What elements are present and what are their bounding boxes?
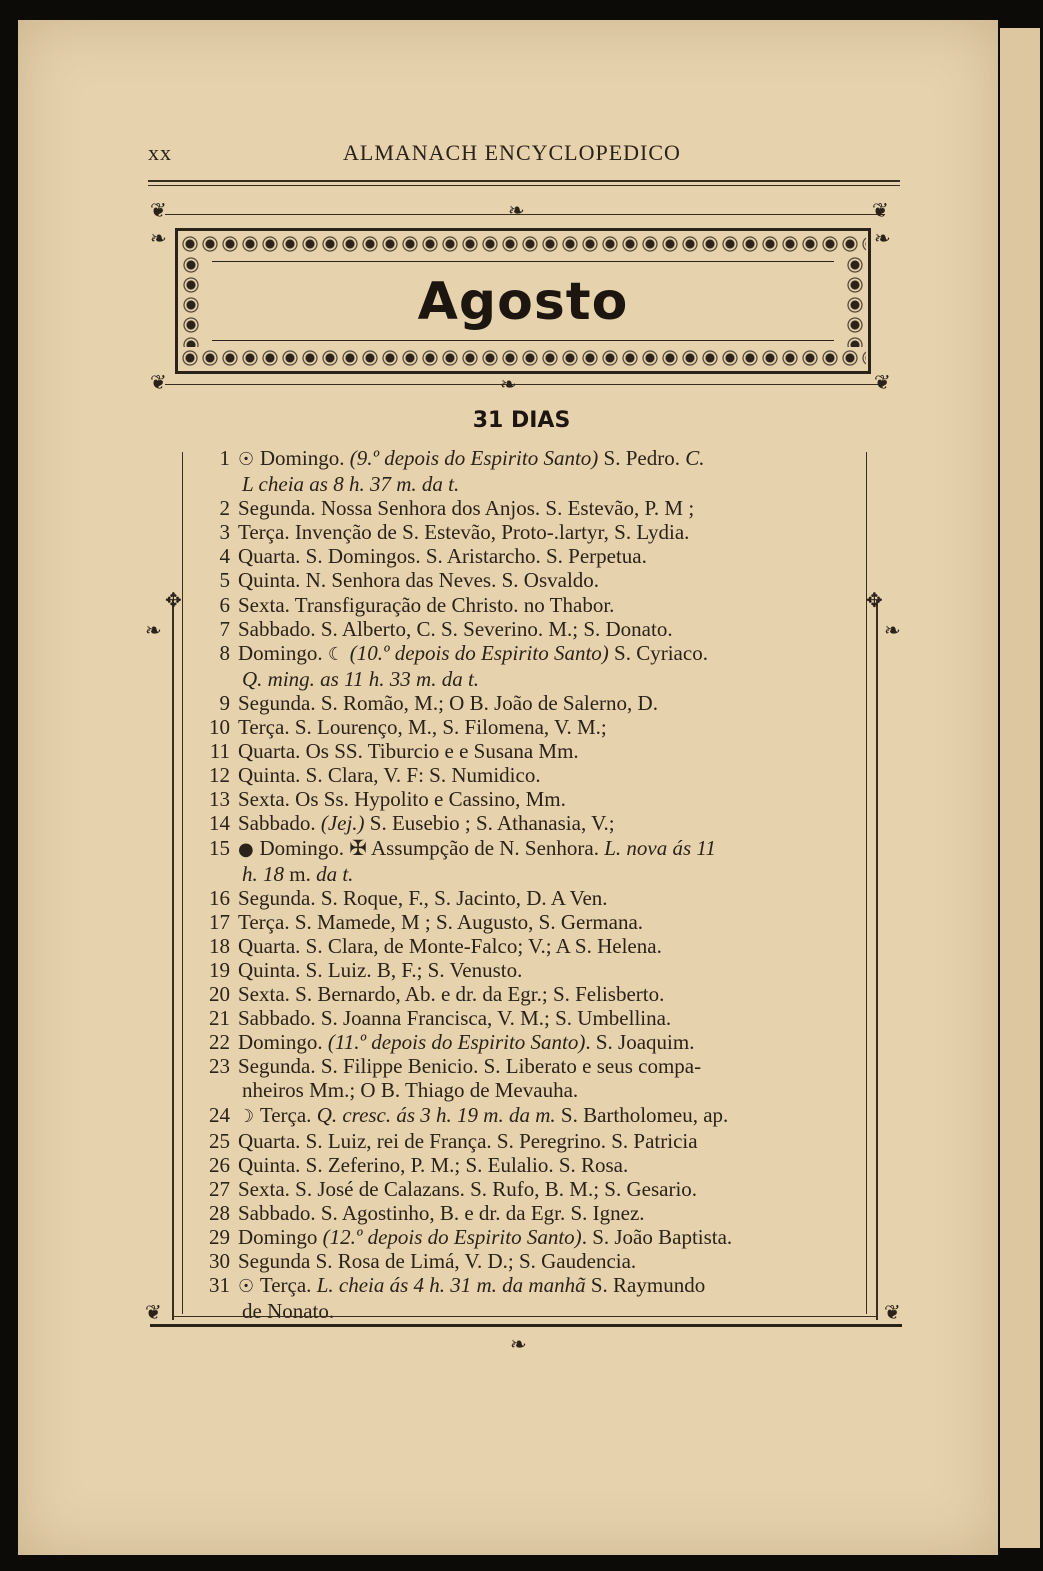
text-segment: Quinta. S. Clara, V. F: S. Numidico. <box>238 763 541 788</box>
bead-border-bottom <box>180 349 866 367</box>
day-number: 25 <box>209 1128 230 1153</box>
day-text <box>238 739 860 763</box>
side-right-fleuron: ✥ <box>866 590 883 612</box>
day-entry <box>190 1030 860 1054</box>
day-entry <box>190 568 860 592</box>
day-entry-continuation <box>190 667 860 691</box>
day-number: 15 <box>209 835 230 860</box>
day-number: 8 <box>219 640 230 665</box>
day-entry <box>190 787 860 811</box>
day-number: 12 <box>209 763 230 788</box>
day-number: 24 <box>209 1102 230 1127</box>
day-number: 13 <box>209 787 230 812</box>
day-text <box>238 1030 860 1054</box>
moon-phase-icon: ☉ <box>238 1276 260 1298</box>
day-entry <box>190 934 860 958</box>
text-segment: Terça. Invenção de S. Estevão, Proto-.lartyr, S. Lydia. <box>238 520 690 545</box>
day-text <box>238 934 860 958</box>
next-page-edge <box>1000 28 1040 1548</box>
day-entry-continuation <box>190 1078 860 1102</box>
bead-border-right <box>846 255 864 347</box>
text-segment: Terça. <box>259 1273 317 1298</box>
list-frame-right <box>866 452 867 1314</box>
day-text <box>242 862 860 886</box>
month-banner <box>175 228 871 374</box>
bottom-right-frame-ornament: ❦ <box>884 1302 901 1324</box>
running-title: ALMANACH ENCYCLOPEDICO <box>343 140 681 165</box>
side-left-ornament: ❧ <box>145 620 162 642</box>
day-entry <box>190 544 860 568</box>
day-text <box>238 617 860 641</box>
text-segment: Terça. <box>259 1102 317 1127</box>
outer-frame-left <box>172 600 174 1320</box>
day-text <box>238 568 860 592</box>
day-entry <box>190 1273 860 1299</box>
top-ornament-line <box>165 214 885 215</box>
day-entry <box>190 641 860 667</box>
day-entry <box>190 1201 860 1225</box>
text-segment: Segunda. Nossa Senhora dos Anjos. S. Estevão, P. M ; <box>238 496 695 521</box>
day-number: 21 <box>209 1006 230 1031</box>
outer-frame-right <box>876 600 878 1320</box>
text-segment: (10.º depois do Espirito Santo) <box>349 640 609 665</box>
day-entry <box>190 811 860 835</box>
day-entry <box>190 593 860 617</box>
text-segment: Quarta. S. Domingos. S. Aristarcho. S. Perpetua. <box>238 544 647 569</box>
day-number: 4 <box>219 544 230 569</box>
day-entry <box>190 617 860 641</box>
day-entry <box>190 1054 860 1078</box>
bottom-thick-rule <box>150 1324 902 1327</box>
text-segment: (Jej.) <box>320 811 365 836</box>
day-text <box>238 496 860 520</box>
day-number: 3 <box>219 520 230 545</box>
banner-inner-box <box>212 261 834 341</box>
text-segment: Quarta. S. Clara, de Monte-Falco; V.; A S. Helena. <box>238 933 662 958</box>
day-text <box>238 910 860 934</box>
text-segment: Segunda. S. Filippe Benicio. S. Liberato e seus compa- <box>238 1054 702 1079</box>
text-segment: de Nonato. <box>242 1299 335 1324</box>
text-segment: m. <box>284 861 317 886</box>
moon-phase-icon: ● <box>238 838 260 860</box>
text-segment: L cheia as 8 h. 37 m. da t. <box>242 472 460 497</box>
bottom-right-curl-ornament: ❦ <box>874 372 891 394</box>
text-segment: Sabbado. <box>238 811 321 836</box>
day-entry-continuation <box>190 472 860 496</box>
day-text <box>238 1054 860 1078</box>
text-segment: S. Bartholomeu, ap. <box>555 1102 729 1127</box>
bottom-center-curl-ornament: ❧ <box>500 374 517 396</box>
text-segment: Domingo. <box>238 640 328 665</box>
text-segment: da t. <box>316 861 354 886</box>
days-count-title: 31 DIAS <box>472 408 571 433</box>
day-number: 5 <box>219 568 230 593</box>
text-segment: . S. João Baptista. <box>581 1225 733 1249</box>
text-segment: Terça. S. Mamede, M ; S. Augusto, S. Germana. <box>238 909 644 934</box>
day-entry-continuation <box>190 1299 860 1323</box>
day-number: 1 <box>219 446 230 470</box>
text-segment: L. cheia ás 4 h. 31 m. da manhã <box>316 1273 586 1298</box>
day-number: 10 <box>209 715 230 740</box>
list-frame-left <box>182 452 183 1314</box>
day-text <box>238 1177 860 1201</box>
days-list <box>190 446 860 1323</box>
day-number: 6 <box>219 592 230 617</box>
day-number: 20 <box>209 982 230 1007</box>
day-number: 26 <box>209 1152 230 1177</box>
moon-phase-icon: ☾ <box>327 643 350 665</box>
page-number: xx <box>148 140 172 165</box>
day-text <box>238 520 860 544</box>
day-entry <box>190 763 860 787</box>
text-segment: h. 18 <box>242 861 284 886</box>
day-entry <box>190 1153 860 1177</box>
day-entry <box>190 1225 860 1249</box>
day-number: 11 <box>209 739 230 764</box>
text-segment: S. Eusebio ; S. Athanasia, V.; <box>364 811 615 836</box>
header-rule-thin <box>148 185 900 186</box>
text-segment: (12.º depois do Espirito Santo) <box>322 1225 582 1249</box>
day-text <box>238 1225 860 1249</box>
day-number: 9 <box>219 690 230 715</box>
day-text <box>238 763 860 787</box>
day-entry <box>190 1249 860 1273</box>
text-segment: S. Cyriaco. <box>608 640 708 665</box>
day-text <box>242 472 860 496</box>
moon-phase-icon: ☉ <box>238 449 260 470</box>
list-bottom-rule <box>172 1316 878 1317</box>
text-segment: Sexta. Os Ss. Hypolito e Cassino, Mm. <box>238 787 566 812</box>
banner-bottom-ornament-line <box>165 384 885 385</box>
day-text <box>238 811 860 835</box>
day-text <box>238 715 860 739</box>
text-segment: nheiros Mm.; O B. Thiago de Mevauha. <box>242 1078 579 1103</box>
day-text <box>238 836 860 862</box>
text-segment: C. <box>685 446 705 470</box>
day-number: 17 <box>209 909 230 934</box>
text-segment: Sexta. S. Bernardo, Ab. e dr. da Egr.; S. Felisberto. <box>238 982 665 1007</box>
top-center-curl-ornament: ❧ <box>508 200 525 222</box>
text-segment: Quarta. Os SS. Tiburcio e e Susana Mm. <box>238 739 579 764</box>
day-entry <box>190 1006 860 1030</box>
text-segment: Domingo <box>238 1225 323 1249</box>
day-text <box>242 1299 860 1323</box>
day-number: 18 <box>209 933 230 958</box>
bead-border-top <box>180 235 866 253</box>
text-segment: Segunda S. Rosa de Limá, V. D.; S. Gaudencia. <box>238 1249 637 1274</box>
day-number: 22 <box>209 1030 230 1055</box>
text-segment: Sabbado. S. Joanna Francisca, V. M.; S. Umbellina. <box>238 1006 672 1031</box>
text-segment: Segunda. S. Roque, F., S. Jacinto, D. A Ven. <box>238 885 608 910</box>
text-segment: . S. Joaquim. <box>585 1030 695 1055</box>
day-entry <box>190 982 860 1006</box>
day-entry <box>190 691 860 715</box>
day-number: 30 <box>209 1249 230 1274</box>
moon-phase-icon: ☽ <box>238 1105 260 1127</box>
text-segment: Terça. S. Lourenço, M., S. Filomena, V. M.; <box>238 715 607 740</box>
month-title: Agosto <box>417 272 629 332</box>
text-segment: (11.º depois do Espirito Santo) <box>327 1030 586 1055</box>
text-segment: Sabbado. S. Alberto, C. S. Severino. M.; S. Donato. <box>238 616 673 641</box>
day-entry <box>190 958 860 982</box>
day-text <box>238 1129 860 1153</box>
text-segment: Segunda. S. Romão, M.; O B. João de Salerno, D. <box>238 690 658 715</box>
top-right-curl-ornament: ❦ <box>872 200 889 222</box>
day-text <box>238 446 860 472</box>
text-segment: Quinta. S. Zeferino, P. M.; S. Eulalio. S. Rosa. <box>238 1152 629 1177</box>
text-segment: Sexta. Transfiguração de Christo. no Thabor. <box>238 592 615 617</box>
day-entry <box>190 1177 860 1201</box>
text-segment: Domingo. ✠ Assumpção de N. Senhora. <box>259 835 605 860</box>
side-left-fleuron: ✥ <box>165 590 182 612</box>
day-text <box>238 1153 860 1177</box>
day-text <box>238 691 860 715</box>
header-rule <box>148 180 900 182</box>
text-segment: S. Pedro. <box>598 446 686 470</box>
day-number: 7 <box>219 616 230 641</box>
day-text <box>238 886 860 910</box>
day-entry <box>190 836 860 862</box>
day-text <box>238 593 860 617</box>
day-text <box>238 787 860 811</box>
day-text <box>238 1201 860 1225</box>
text-segment: Domingo. <box>259 446 350 470</box>
day-number: 23 <box>209 1054 230 1079</box>
day-number: 19 <box>209 957 230 982</box>
day-text <box>238 544 860 568</box>
text-segment: L. nova ás 11 <box>604 835 716 860</box>
day-entry <box>190 910 860 934</box>
bead-border-left <box>182 255 200 347</box>
day-text <box>238 982 860 1006</box>
day-entry <box>190 1103 860 1129</box>
text-segment: Sexta. S. José de Calazans. S. Rufo, B. M.; S. Gesario. <box>238 1176 698 1201</box>
day-text <box>238 641 860 667</box>
day-entry <box>190 520 860 544</box>
day-number: 29 <box>209 1225 230 1249</box>
day-text <box>238 1103 860 1129</box>
day-entry-continuation <box>190 862 860 886</box>
text-segment: Q. ming. as 11 h. 33 m. da t. <box>242 666 480 691</box>
day-entry <box>190 496 860 520</box>
day-number: 2 <box>219 496 230 521</box>
day-entry <box>190 739 860 763</box>
side-right-ornament: ❧ <box>884 620 901 642</box>
left-curl-ornament: ❧ <box>150 228 167 250</box>
text-segment: S. Raymundo <box>585 1273 706 1298</box>
day-entry <box>190 715 860 739</box>
bottom-left-curl-ornament: ❦ <box>150 372 167 394</box>
day-entry <box>190 446 860 472</box>
day-text <box>238 958 860 982</box>
text-segment: Q. cresc. ás 3 h. 19 m. da m. <box>316 1102 556 1127</box>
day-number: 16 <box>209 885 230 910</box>
day-text <box>238 1006 860 1030</box>
text-segment: Sabbado. S. Agostinho, B. e dr. da Egr. S. Ignez. <box>238 1200 645 1225</box>
text-segment: (9.º depois do Espirito Santo) <box>349 446 599 470</box>
day-number: 27 <box>209 1176 230 1201</box>
text-segment: Quarta. S. Luiz, rei de França. S. Peregrino. S. Patricia <box>238 1128 698 1153</box>
footer-center-ornament: ❧ <box>510 1334 527 1356</box>
day-entry <box>190 886 860 910</box>
text-segment: Domingo. <box>238 1030 328 1055</box>
text-segment: Quinta. S. Luiz. B, F.; S. Venusto. <box>238 957 523 982</box>
day-text <box>238 1249 860 1273</box>
day-text <box>238 1273 860 1299</box>
day-number: 28 <box>209 1200 230 1225</box>
day-text <box>242 667 860 691</box>
day-number: 14 <box>209 811 230 836</box>
day-entry <box>190 1129 860 1153</box>
bottom-left-frame-ornament: ❦ <box>145 1302 162 1324</box>
day-text <box>242 1078 860 1102</box>
right-curl-ornament: ❧ <box>874 228 891 250</box>
top-left-curl-ornament: ❦ <box>150 200 167 222</box>
day-number: 31 <box>209 1273 230 1298</box>
text-segment: Quinta. N. Senhora das Neves. S. Osvaldo. <box>238 568 600 593</box>
